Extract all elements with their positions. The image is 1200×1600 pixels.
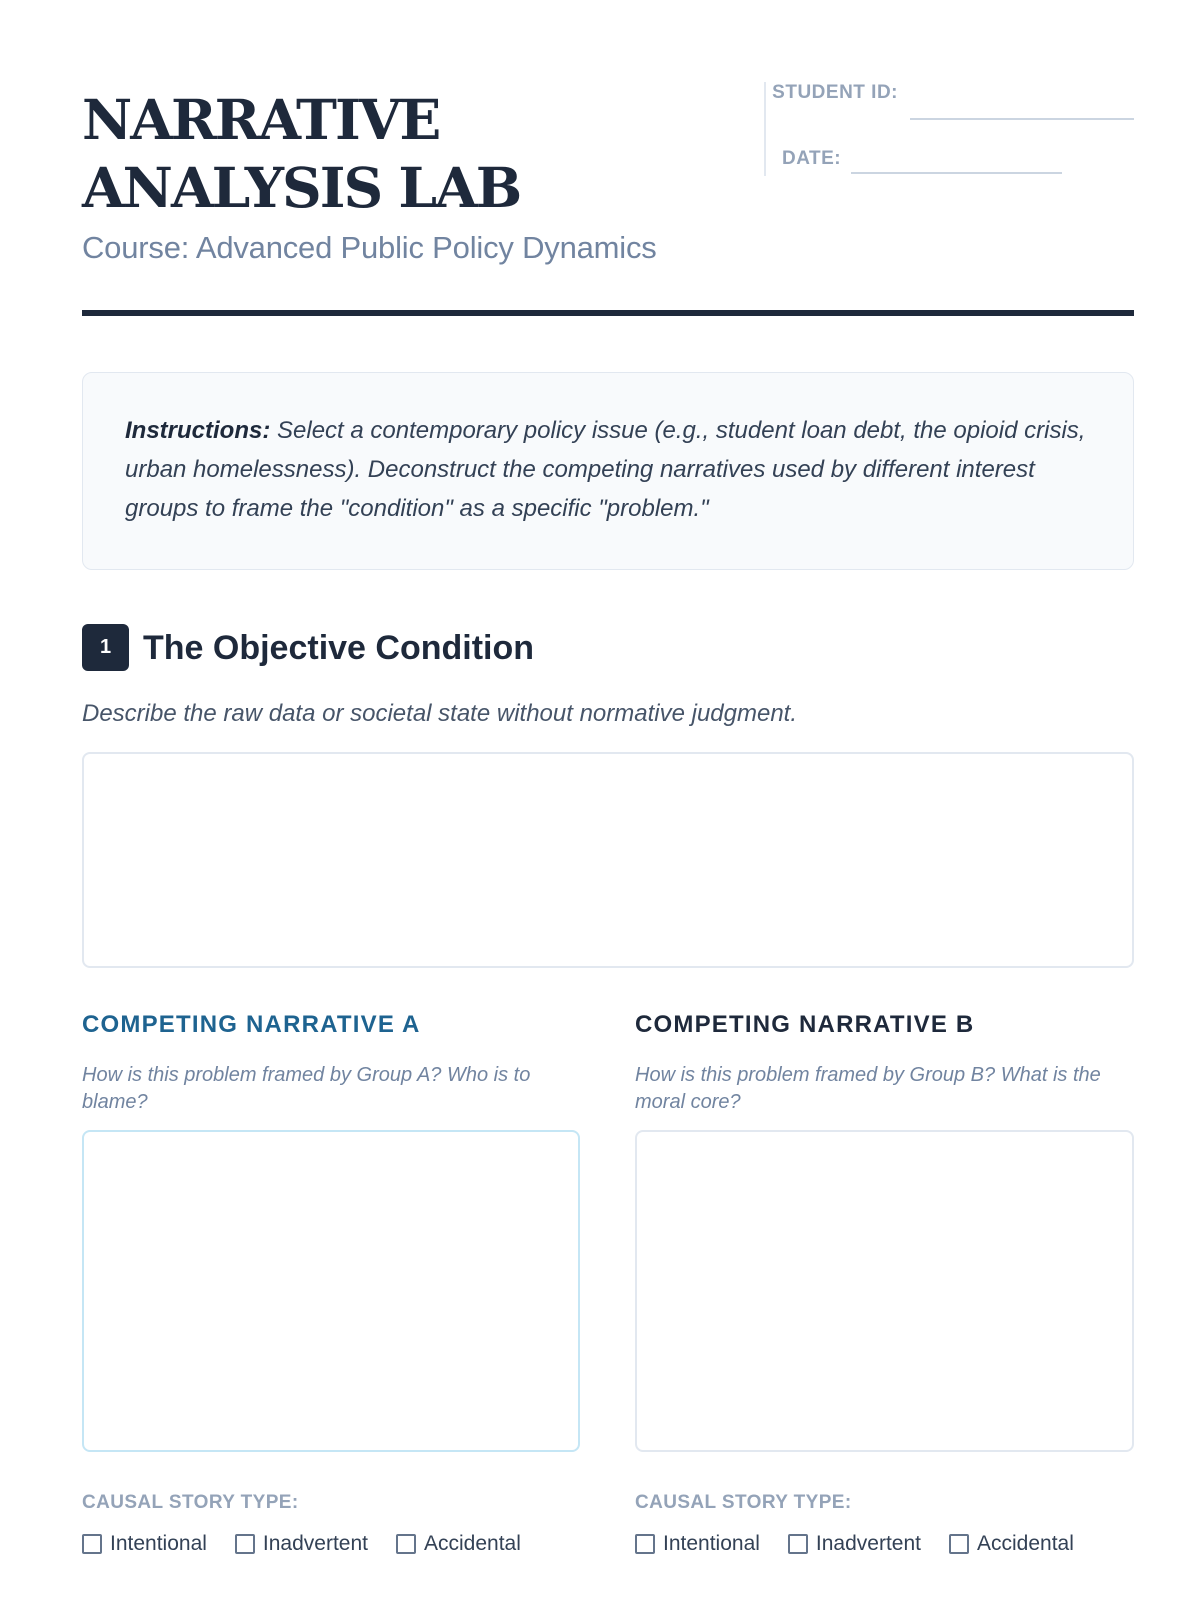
narrative-a-field[interactable] <box>82 1130 580 1452</box>
checkbox[interactable] <box>635 1534 655 1554</box>
narrative-b-field[interactable] <box>635 1130 1134 1452</box>
option-label: Accidental <box>977 1532 1074 1555</box>
student-id-field[interactable] <box>910 118 1134 120</box>
option-label: Intentional <box>663 1532 760 1555</box>
option-label: Intentional <box>110 1532 207 1555</box>
date-field[interactable] <box>851 172 1062 174</box>
narrative-b-column <box>635 1008 1134 1556</box>
checkbox[interactable] <box>82 1534 102 1554</box>
narrative-b-causal-options <box>635 1532 1134 1556</box>
option-label: Inadvertent <box>815 1532 921 1555</box>
option-label: Accidental <box>424 1532 521 1555</box>
narrative-b-title: COMPETING NARRATIVE B <box>635 1011 975 1038</box>
narrative-b-description: How is this problem framed by Group B? What is the moral core? <box>635 1064 1101 1113</box>
checkbox[interactable] <box>788 1534 808 1554</box>
narrative-a-option-accidental[interactable] <box>396 1532 521 1556</box>
checkbox[interactable] <box>949 1534 969 1554</box>
header-divider <box>764 82 766 176</box>
checkbox[interactable] <box>396 1534 416 1554</box>
section-description: Describe the raw data or societal state without normative judgment. <box>82 700 798 727</box>
narrative-b-option-inadvertent[interactable] <box>788 1532 921 1556</box>
course-subtitle: Course: Advanced Public Policy Dynamics <box>82 230 657 265</box>
header-rule <box>82 310 1134 316</box>
narrative-a-description: How is this problem framed by Group A? Who is to blame? <box>82 1064 531 1113</box>
objective-condition-field[interactable] <box>82 752 1134 968</box>
page-title: NARRATIVE ANALYSIS LAB <box>82 87 521 220</box>
option-label: Inadvertent <box>262 1532 368 1555</box>
student-id-label: STUDENT ID: <box>772 82 898 103</box>
header <box>82 82 1134 316</box>
instructions-lead: Instructions: <box>125 417 271 444</box>
narrative-a-title: COMPETING NARRATIVE A <box>82 1011 421 1038</box>
narrative-a-option-inadvertent[interactable] <box>235 1532 368 1556</box>
instructions-text: Select a contemporary policy issue (e.g., student loan debt, the opioid crisis, urban homelessness). Deconstruct the competing narratives used by different interest groups to frame the "condition" as a specific "problem." <box>125 417 1086 522</box>
narrative-a-causal-options <box>82 1532 580 1556</box>
instructions-box <box>82 372 1134 570</box>
narrative-b-option-accidental[interactable] <box>949 1532 1074 1556</box>
narrative-a-option-intentional[interactable] <box>82 1532 207 1556</box>
date-label: DATE: <box>782 148 842 169</box>
section-number-badge: 1 <box>82 624 129 671</box>
narrative-b-causal-label: CAUSAL STORY TYPE: <box>635 1492 852 1513</box>
checkbox[interactable] <box>235 1534 255 1554</box>
narrative-b-option-intentional[interactable] <box>635 1532 760 1556</box>
section-title: The Objective Condition <box>143 629 535 667</box>
narrative-a-column <box>82 1008 580 1556</box>
narrative-a-causal-label: CAUSAL STORY TYPE: <box>82 1492 299 1513</box>
